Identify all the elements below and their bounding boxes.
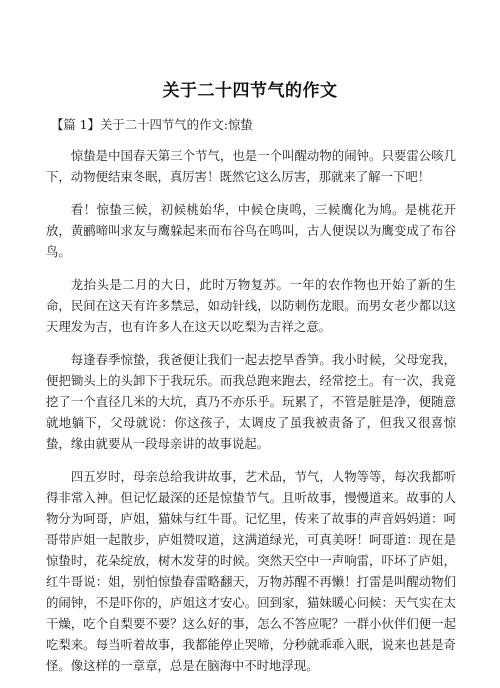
paragraph: 每逢春季惊蛰，我爸便让我们一起去挖旱香笋。我小时候，父母宠我，便把锄头上的头卸下于我玩乐。而我总跑来跑去，经常挖土。有一次，我竟挖了一个直径几米的大坑，真乃不亦乐乎。玩累了，不管是脏是净，便随意就地躺下，父母就说：你这孩子，太调皮了虽我被责备了，但我又很喜惊蛰，缘由就要从一段母亲讲的故事说起。 bbox=[46, 352, 456, 451]
paragraph: 四五岁时，母亲总给我讲故事，艺术品，节气，人物等等，每次我都听得非常入神。但记忆最深的还是惊蛰节气。且听故事，慢慢道来。故事的人物分为呵哥，庐姐，猫妹与红牛哥。记忆里，传来了故事的声音妈妈道：呵哥带庐姐一起散步，庐姐赞叹道，这满道绿光，可真美呀！呵哥道：现在是惊蛰时，花朵绽放，树木发芽的时候。突然天空中一声响雷，吓坏了庐姐，红牛哥说：姐，别怕惊蛰春雷略翻天，万物苏醒不再懒！打雷是叫醒动物们的闹钟，不是吓你的，庐姐这才安心。回到家，猫妹暖心问候：天气实在太干燥，吃个自梨要不要？这么好的事，怎么不答应呢？一群小伙伴们便一起吃梨来。每当听着故事，我都能停止哭啼，分秒就乖乖入眠，说来也甚是奇怪。像这样的一章章，总是在脑海中不时地浮现。 bbox=[46, 469, 456, 673]
article-body bbox=[46, 114, 456, 688]
paragraph: 看！惊蛰三候，初候桃始华，中候仓庚鸣，三候鹰化为鸠。是桃花开放，黄鹂啼叫求友与鹰躲起来而布谷鸟在鸣叫，古人便误以为鹰变成了布谷鸟。 bbox=[46, 202, 456, 259]
paragraph: 惊蛰是中国春天第三个节气，也是一个叫醒动物的闹钟。只要雷公咳几下，动物便结束冬眠，真厉害！既然它这么厉害，那就来了解一下吧！ bbox=[46, 148, 456, 184]
page-title: 关于二十四节气的作文 bbox=[162, 81, 338, 101]
paragraph: 龙抬头是二月的大日，此时万物复苏。一年的农作物也开始了新的生命，民间在这天有许多禁忌，如动针线，以防刺伤龙眼。而男女老少都以这天理发为吉，也有许多人在这天以吃梨为吉祥之意。 bbox=[46, 277, 456, 334]
section-heading: 【篇 1】关于二十四节气的作文:惊蛰 bbox=[50, 117, 253, 132]
